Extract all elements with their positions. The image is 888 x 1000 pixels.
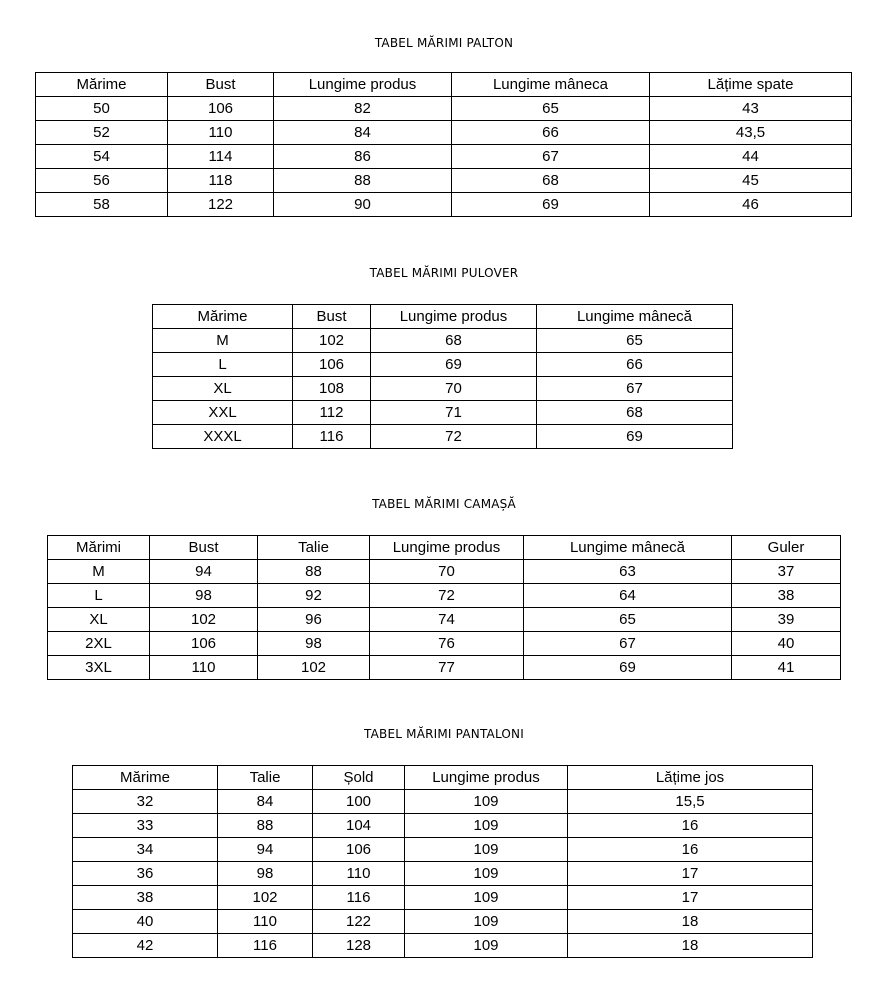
table-cell: 63 bbox=[524, 560, 732, 584]
table-cell: 38 bbox=[732, 584, 841, 608]
table-cell: 42 bbox=[73, 934, 218, 958]
table-cell: 68 bbox=[371, 329, 537, 353]
column-header: Mărime bbox=[153, 305, 293, 329]
table-cell: 110 bbox=[168, 121, 274, 145]
table-cell: 2XL bbox=[48, 632, 150, 656]
size-table-pantaloni bbox=[72, 765, 813, 958]
table-cell: 109 bbox=[405, 838, 568, 862]
table-cell: 92 bbox=[258, 584, 370, 608]
table-cell: 56 bbox=[36, 169, 168, 193]
column-header: Mărime bbox=[73, 766, 218, 790]
table-cell: 98 bbox=[258, 632, 370, 656]
table-cell: 54 bbox=[36, 145, 168, 169]
table-cell: 110 bbox=[218, 910, 313, 934]
table-cell: 52 bbox=[36, 121, 168, 145]
table-cell: 16 bbox=[568, 814, 813, 838]
table-cell: XXXL bbox=[153, 425, 293, 449]
table-cell: 44 bbox=[650, 145, 852, 169]
table-cell: 76 bbox=[370, 632, 524, 656]
table-cell: 68 bbox=[537, 401, 733, 425]
column-header: Lungime mânecă bbox=[524, 536, 732, 560]
column-header: Lungime produs bbox=[274, 73, 452, 97]
table-cell: 41 bbox=[732, 656, 841, 680]
table-row bbox=[48, 584, 841, 608]
table-cell: 84 bbox=[218, 790, 313, 814]
column-header: Lungime produs bbox=[370, 536, 524, 560]
table-cell: 104 bbox=[313, 814, 405, 838]
table-cell: 69 bbox=[452, 193, 650, 217]
table-cell: 18 bbox=[568, 934, 813, 958]
table-cell: 122 bbox=[168, 193, 274, 217]
table-cell: 33 bbox=[73, 814, 218, 838]
table-row bbox=[36, 169, 852, 193]
table-row bbox=[153, 377, 733, 401]
table-cell: 102 bbox=[150, 608, 258, 632]
column-header: Talie bbox=[218, 766, 313, 790]
column-header: Lungime mânecă bbox=[537, 305, 733, 329]
table-cell: 40 bbox=[73, 910, 218, 934]
table-cell: 43 bbox=[650, 97, 852, 121]
table-cell: 77 bbox=[370, 656, 524, 680]
table-row bbox=[73, 862, 813, 886]
table-cell: 15,5 bbox=[568, 790, 813, 814]
table-cell: 122 bbox=[313, 910, 405, 934]
table-cell: 16 bbox=[568, 838, 813, 862]
table-cell: 66 bbox=[452, 121, 650, 145]
table-cell: 90 bbox=[274, 193, 452, 217]
table-cell: 108 bbox=[293, 377, 371, 401]
column-header: Bust bbox=[168, 73, 274, 97]
table-cell: XL bbox=[153, 377, 293, 401]
table-cell: 109 bbox=[405, 862, 568, 886]
table-row bbox=[36, 145, 852, 169]
column-header: Lungime produs bbox=[371, 305, 537, 329]
table-row bbox=[48, 632, 841, 656]
table-cell: 46 bbox=[650, 193, 852, 217]
table-cell: 70 bbox=[371, 377, 537, 401]
column-header: Bust bbox=[150, 536, 258, 560]
table-title-pantaloni: TABEL MĂRIMI PANTALONI bbox=[364, 727, 524, 741]
table-cell: 65 bbox=[524, 608, 732, 632]
table-cell: 96 bbox=[258, 608, 370, 632]
column-header: Bust bbox=[293, 305, 371, 329]
table-row bbox=[73, 910, 813, 934]
table-cell: L bbox=[48, 584, 150, 608]
table-cell: 86 bbox=[274, 145, 452, 169]
column-header: Lungime mâneca bbox=[452, 73, 650, 97]
table-header-row bbox=[153, 305, 733, 329]
table-cell: 3XL bbox=[48, 656, 150, 680]
table-cell: 110 bbox=[150, 656, 258, 680]
table-cell: 94 bbox=[150, 560, 258, 584]
table-cell: L bbox=[153, 353, 293, 377]
table-cell: 45 bbox=[650, 169, 852, 193]
table-cell: 109 bbox=[405, 910, 568, 934]
table-cell: 106 bbox=[313, 838, 405, 862]
table-cell: 67 bbox=[452, 145, 650, 169]
table-cell: 110 bbox=[313, 862, 405, 886]
table-row bbox=[48, 656, 841, 680]
table-header-row bbox=[73, 766, 813, 790]
table-row bbox=[153, 329, 733, 353]
table-cell: 72 bbox=[371, 425, 537, 449]
table-row bbox=[73, 886, 813, 910]
table-header-row bbox=[48, 536, 841, 560]
table-cell: 67 bbox=[537, 377, 733, 401]
column-header: Talie bbox=[258, 536, 370, 560]
table-cell: 36 bbox=[73, 862, 218, 886]
table-cell: 102 bbox=[218, 886, 313, 910]
table-cell: 66 bbox=[537, 353, 733, 377]
table-cell: 32 bbox=[73, 790, 218, 814]
table-cell: 84 bbox=[274, 121, 452, 145]
column-header: Guler bbox=[732, 536, 841, 560]
table-row bbox=[48, 560, 841, 584]
column-header: Lungime produs bbox=[405, 766, 568, 790]
table-cell: 71 bbox=[371, 401, 537, 425]
column-header: Lățime jos bbox=[568, 766, 813, 790]
table-cell: 82 bbox=[274, 97, 452, 121]
table-cell: 94 bbox=[218, 838, 313, 862]
table-title-camasa: TABEL MĂRIMI CAMAȘĂ bbox=[372, 497, 516, 511]
table-cell: 17 bbox=[568, 886, 813, 910]
table-cell: 114 bbox=[168, 145, 274, 169]
table-cell: 74 bbox=[370, 608, 524, 632]
table-cell: 112 bbox=[293, 401, 371, 425]
table-row bbox=[73, 838, 813, 862]
table-title-palton: TABEL MĂRIMI PALTON bbox=[374, 36, 514, 50]
table-row bbox=[36, 121, 852, 145]
table-cell: 88 bbox=[218, 814, 313, 838]
table-cell: 67 bbox=[524, 632, 732, 656]
table-cell: 106 bbox=[293, 353, 371, 377]
table-cell: 65 bbox=[452, 97, 650, 121]
table-row bbox=[153, 425, 733, 449]
table-row bbox=[73, 790, 813, 814]
table-cell: 69 bbox=[524, 656, 732, 680]
table-row bbox=[73, 814, 813, 838]
table-header-row bbox=[36, 73, 852, 97]
table-cell: 109 bbox=[405, 934, 568, 958]
table-cell: 118 bbox=[168, 169, 274, 193]
table-row bbox=[36, 97, 852, 121]
table-cell: 106 bbox=[150, 632, 258, 656]
table-cell: 102 bbox=[293, 329, 371, 353]
size-table-palton bbox=[35, 72, 852, 217]
column-header: Lățime spate bbox=[650, 73, 852, 97]
table-cell: 65 bbox=[537, 329, 733, 353]
table-cell: 38 bbox=[73, 886, 218, 910]
table-row bbox=[153, 401, 733, 425]
table-cell: 109 bbox=[405, 886, 568, 910]
size-table-camasa bbox=[47, 535, 841, 680]
table-cell: 98 bbox=[150, 584, 258, 608]
column-header: Șold bbox=[313, 766, 405, 790]
size-table-pulover bbox=[152, 304, 733, 449]
table-cell: 58 bbox=[36, 193, 168, 217]
table-cell: 64 bbox=[524, 584, 732, 608]
table-cell: 43,5 bbox=[650, 121, 852, 145]
table-cell: 34 bbox=[73, 838, 218, 862]
table-cell: XXL bbox=[153, 401, 293, 425]
table-cell: 37 bbox=[732, 560, 841, 584]
table-cell: 98 bbox=[218, 862, 313, 886]
column-header: Mărimi bbox=[48, 536, 150, 560]
column-header: Mărime bbox=[36, 73, 168, 97]
table-cell: 116 bbox=[293, 425, 371, 449]
table-cell: 128 bbox=[313, 934, 405, 958]
table-cell: 116 bbox=[313, 886, 405, 910]
table-cell: 50 bbox=[36, 97, 168, 121]
table-title-pulover: TABEL MĂRIMI PULOVER bbox=[369, 266, 519, 280]
table-row bbox=[153, 353, 733, 377]
table-row bbox=[48, 608, 841, 632]
table-cell: 88 bbox=[274, 169, 452, 193]
table-cell: 39 bbox=[732, 608, 841, 632]
table-cell: 88 bbox=[258, 560, 370, 584]
table-cell: 70 bbox=[370, 560, 524, 584]
table-cell: 102 bbox=[258, 656, 370, 680]
table-cell: 68 bbox=[452, 169, 650, 193]
table-cell: 72 bbox=[370, 584, 524, 608]
table-cell: 69 bbox=[537, 425, 733, 449]
table-row bbox=[36, 193, 852, 217]
table-cell: M bbox=[48, 560, 150, 584]
table-cell: 17 bbox=[568, 862, 813, 886]
table-cell: 18 bbox=[568, 910, 813, 934]
table-cell: 109 bbox=[405, 790, 568, 814]
table-cell: 40 bbox=[732, 632, 841, 656]
table-cell: 116 bbox=[218, 934, 313, 958]
table-cell: 106 bbox=[168, 97, 274, 121]
table-cell: XL bbox=[48, 608, 150, 632]
table-cell: 69 bbox=[371, 353, 537, 377]
table-row bbox=[73, 934, 813, 958]
table-cell: 100 bbox=[313, 790, 405, 814]
table-cell: 109 bbox=[405, 814, 568, 838]
table-cell: M bbox=[153, 329, 293, 353]
